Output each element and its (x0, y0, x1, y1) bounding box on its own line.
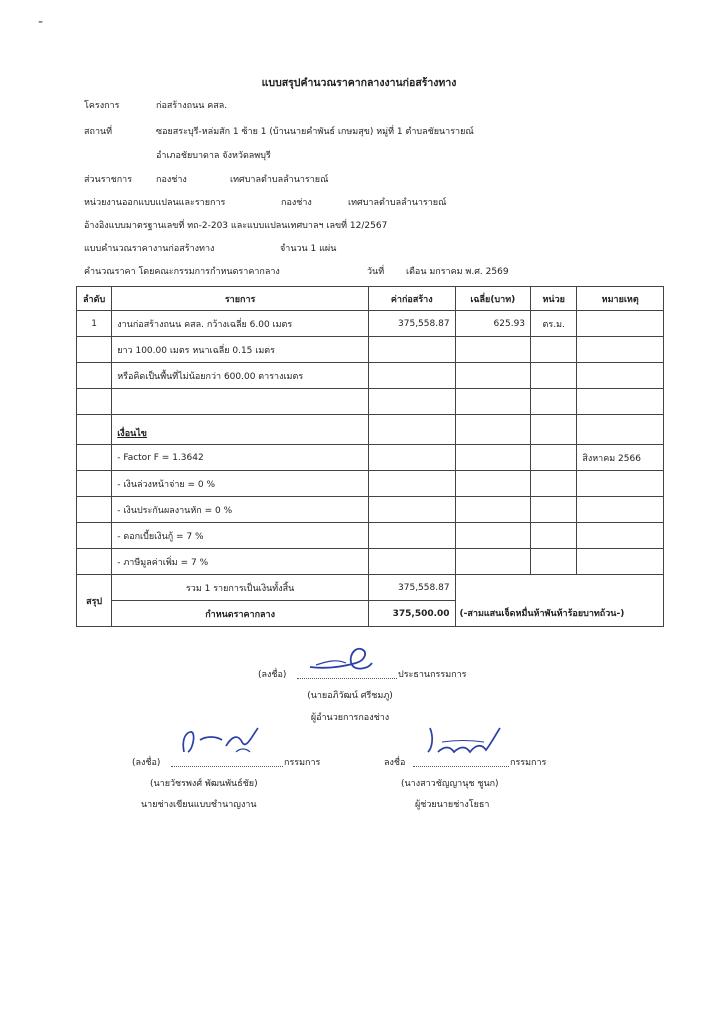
reference-text: อ้างอิงแบบมาตรฐานเลขที่ ทถ-2-203 และแบบแปลนเทศบาลฯ เลขที่ 12/2567 (84, 221, 388, 231)
table-row (77, 523, 664, 549)
member2-name: (นางสาวชัญญานุช ชูนก) (401, 779, 499, 789)
chair-position: ผู้อำนวยการกองช่าง (310, 713, 390, 723)
table-header-row (77, 287, 664, 311)
summary-label: สรุป (77, 575, 112, 627)
summary-set-row (77, 601, 664, 627)
chair-role: ประธานกรรมการ (398, 670, 467, 680)
design-unit-org: เทศบาลตำบลลำนารายณ์ (348, 198, 447, 208)
table-row (77, 471, 664, 497)
total-label: รวม 1 รายการเป็นเงินทั้งสิ้น (112, 575, 369, 601)
agency-org: เทศบาลตำบลลำนารายณ์ (230, 175, 329, 185)
agency-division: กองช่าง (156, 175, 187, 185)
calc-date-label: วันที่ (367, 267, 385, 277)
calc-form-label: แบบคำนวณราคางานก่อสร้างทาง (84, 244, 215, 254)
location-line2: อำเภอชัยบาดาล จังหวัดลพบุรี (156, 151, 271, 161)
corner-mark: - (38, 14, 44, 30)
row3-item: หรือคิดเป็นพื้นที่ไม่น้อยกว่า 600.00 ตารางเมตร (112, 363, 369, 389)
header-no: ลำดับ (77, 287, 112, 311)
total-value: 375,558.87 (368, 575, 455, 601)
member2-position: ผู้ช่วยนายช่างโยธา (415, 800, 490, 810)
member2-signature (420, 722, 510, 762)
calc-date: เดือน มกราคม พ.ศ. 2569 (406, 267, 509, 277)
table-row (77, 445, 664, 471)
page-title: แบบสรุปคำนวณราคากลางงานก่อสร้างทาง (261, 77, 457, 89)
table-row (77, 363, 664, 389)
member1-sign-prefix: (ลงชื่อ) (132, 758, 161, 768)
conditions-title: เงื่อนไข (117, 429, 147, 439)
calc-by-label: คำนวณราคา โดยคณะกรรมการกำหนดราคากลาง (84, 267, 280, 277)
row1-unit: ตร.ม. (531, 311, 577, 337)
member1-signature (176, 722, 266, 762)
table-row (77, 389, 664, 415)
row1-item: งานก่อสร้างถนน คสล. กว้างเฉลี่ย 6.00 เมตร (112, 311, 369, 337)
summary-total-row (77, 575, 664, 601)
design-unit-label: หน่วยงานออกแบบแปลนและรายการ (84, 198, 226, 208)
project-value: ก่อสร้างถนน คสล. (156, 101, 228, 111)
header-remark: หมายเหตุ (577, 287, 664, 311)
set-price-text: (-สามแสนเจ็ดหมื่นห้าพันห้าร้อยบาทถ้วน-) (455, 601, 663, 627)
row1-cost: 375,558.87 (368, 311, 455, 337)
header-item: รายการ (112, 287, 369, 311)
header-cost: ค่าก่อสร้าง (368, 287, 455, 311)
condition-advance: - เงินล่วงหน้าจ่าย = 0 % (112, 471, 369, 497)
location-label: สถานที่ (84, 127, 113, 137)
condition-vat: - ภาษีมูลค่าเพิ่ม = 7 % (112, 549, 369, 575)
chair-sign-prefix: (ลงชื่อ) (258, 670, 287, 680)
row1-no: 1 (77, 311, 112, 337)
design-unit-division: กองช่าง (281, 198, 312, 208)
set-price-value: 375,500.00 (368, 601, 455, 627)
condition-factor: - Factor F = 1.3642 (112, 445, 369, 471)
header-unit: หน่วย (531, 287, 577, 311)
table-row (77, 549, 664, 575)
location-line1: ซอยสระบุรี-หล่มสัก 1 ซ้าย 1 (บ้านนายคำพันธ์ เกษมสุข) หมู่ที่ 1 ตำบลชัยนารายณ์ (156, 127, 474, 137)
table-row (77, 497, 664, 523)
calc-form-count: จำนวน 1 แผ่น (280, 244, 337, 254)
table-row (77, 337, 664, 363)
member1-position: นายช่างเขียนแบบชำนาญงาน (141, 800, 257, 810)
condition-retention: - เงินประกันผลงานหัก = 0 % (112, 497, 369, 523)
member2-role: กรรมการ (510, 758, 547, 768)
member2-sign-prefix: ลงชื่อ (384, 758, 406, 768)
row1-avg: 625.93 (455, 311, 531, 337)
condition-interest: - ดอกเบี้ยเงินกู้ = 7 % (112, 523, 369, 549)
member1-name: (นายวัชรพงศ์ พัฒนพันธ์ชัย) (150, 779, 258, 789)
table-row (77, 415, 664, 445)
price-table (76, 286, 664, 627)
member1-role: กรรมการ (284, 758, 321, 768)
table-row (77, 311, 664, 337)
set-price-label: กำหนดราคากลาง (112, 601, 369, 627)
condition-factor-remark: สิงหาคม 2566 (577, 445, 664, 471)
agency-label: ส่วนราชการ (84, 175, 133, 185)
chair-signature (306, 643, 376, 675)
chair-name: (นายอภิวัฒน์ ศรีชมภู) (307, 691, 393, 701)
header-avg: เฉลี่ย(บาท) (455, 287, 531, 311)
row2-item: ยาว 100.00 เมตร หนาเฉลี่ย 0.15 เมตร (112, 337, 369, 363)
project-label: โครงการ (84, 101, 120, 111)
